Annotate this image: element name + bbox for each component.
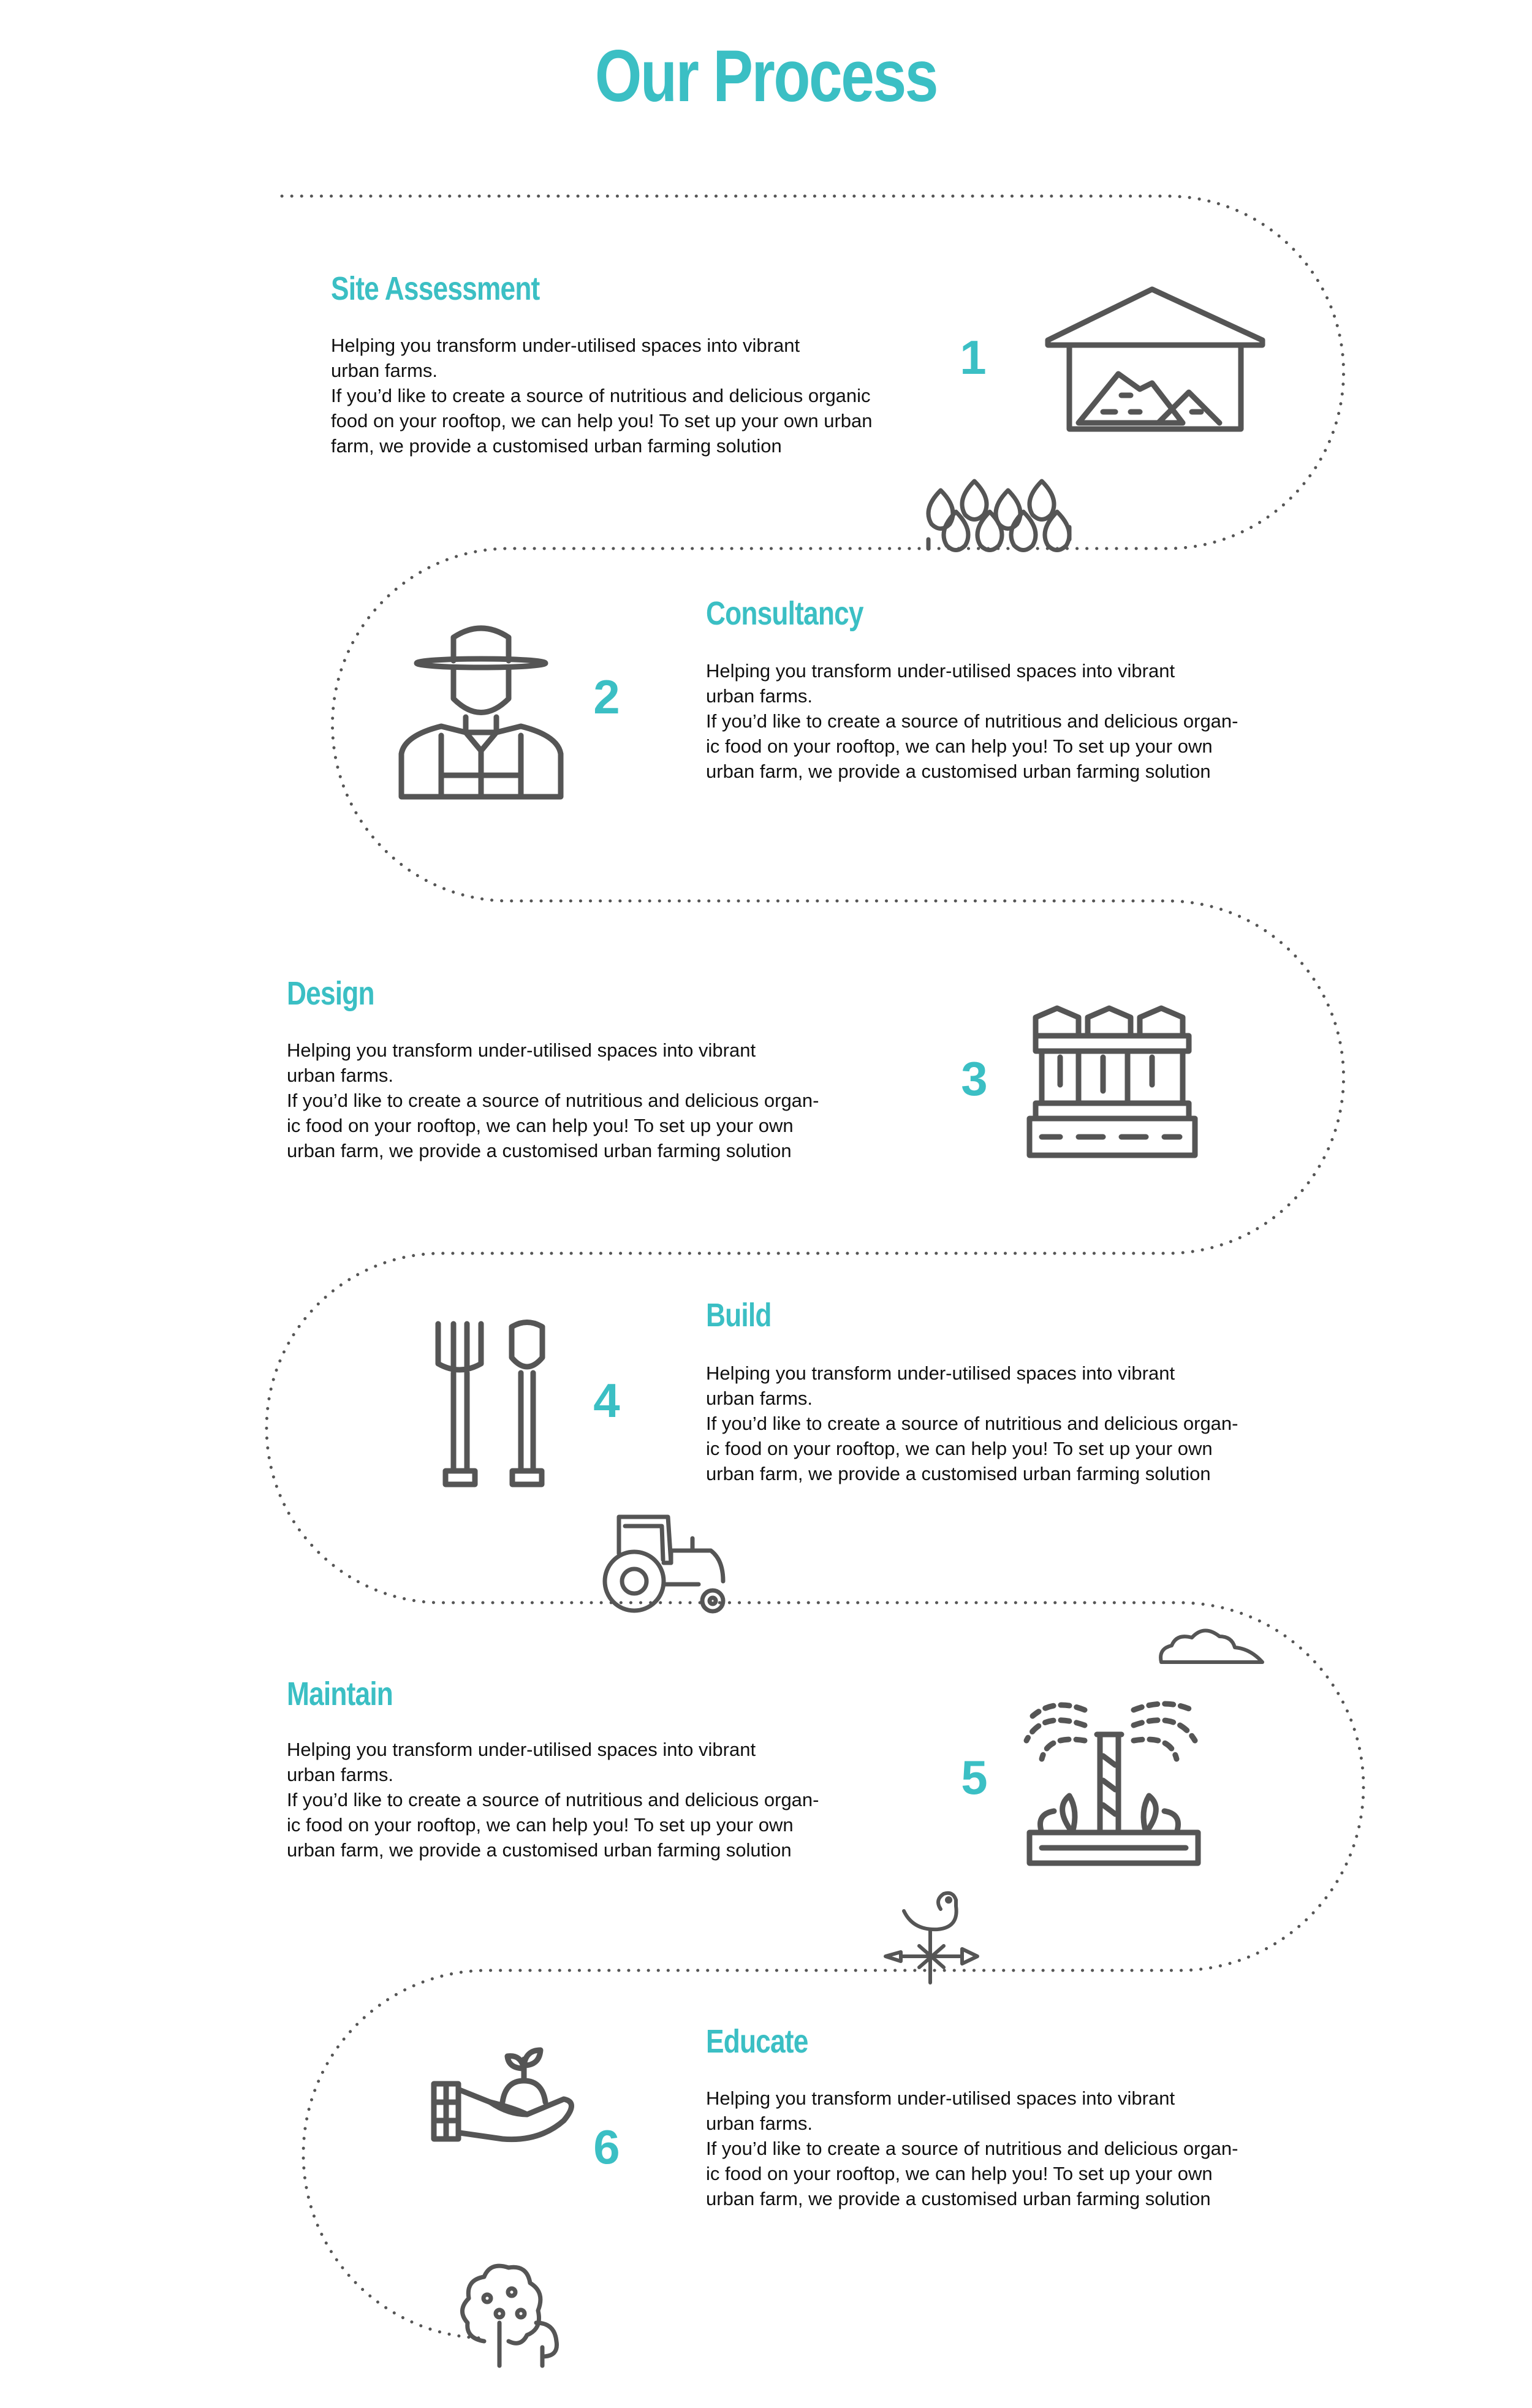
step-1-line: food on your rooftop, we can help you! To set up your own urban — [331, 410, 873, 431]
step-4-line: urban farms. — [706, 1388, 813, 1409]
step-6-text — [706, 2086, 1331, 2211]
step-2-line: ic food on your rooftop, we can help you! To set up your own — [706, 735, 1213, 757]
step-3-line: urban farm, we provide a customised urban farming solution — [287, 1140, 792, 1161]
step-6-line: ic food on your rooftop, we can help you! To set up your own — [706, 2163, 1213, 2184]
greenhouse-icon — [1048, 289, 1262, 429]
step-5-line: urban farms. — [287, 1764, 394, 1785]
step-5-line: Helping you transform under-utilised spaces into vibrant — [287, 1739, 756, 1760]
step-4-line: If you’d like to create a source of nutritious and delicious organ- — [706, 1413, 1238, 1434]
step-3-title: Design — [287, 975, 374, 1012]
step-3-line: Helping you transform under-utilised spaces into vibrant — [287, 1039, 756, 1061]
step-3-text — [287, 1038, 912, 1163]
step-5-number: 5 — [961, 1750, 988, 1804]
step-1-title: Site Assessment — [331, 270, 540, 307]
step-1-text — [331, 333, 944, 458]
step-2-line: Helping you transform under-utilised spaces into vibrant — [706, 660, 1175, 682]
step-4-line: Helping you transform under-utilised spaces into vibrant — [706, 1362, 1175, 1384]
step-1-line: If you’d like to create a source of nutritious and delicious organic — [331, 385, 871, 406]
step-2-text — [706, 658, 1331, 784]
step-5-line: If you’d like to create a source of nutritious and delicious organ- — [287, 1789, 819, 1810]
step-6-number: 6 — [593, 2120, 620, 2174]
hand-sprout-icon — [434, 2050, 572, 2140]
step-2-number: 2 — [593, 670, 620, 724]
tree-icon — [462, 2266, 556, 2366]
step-2-line: If you’d like to create a source of nutritious and delicious organ- — [706, 710, 1238, 732]
step-1-line: urban farms. — [331, 360, 438, 381]
step-6-line: Helping you transform under-utilised spaces into vibrant — [706, 2087, 1175, 2109]
step-3-line: ic food on your rooftop, we can help you! To set up your own — [287, 1115, 794, 1136]
dotted-path — [267, 196, 1363, 2338]
step-2-line: urban farms. — [706, 685, 813, 707]
pitchfork-shovel-icon — [438, 1323, 542, 1485]
step-5-title: Maintain — [287, 1676, 393, 1712]
farmer-icon — [401, 628, 561, 797]
step-4-text — [706, 1361, 1331, 1486]
step-2-line: urban farm, we provide a customised urban farming solution — [706, 761, 1211, 782]
crops-icon — [928, 481, 1069, 550]
step-3-line: If you’d like to create a source of nutritious and delicious organ- — [287, 1090, 819, 1111]
step-6-title: Educate — [706, 2023, 808, 2060]
step-6-line: urban farms. — [706, 2113, 813, 2134]
step-4-line: urban farm, we provide a customised urban farming solution — [706, 1463, 1211, 1484]
cloud-icon — [1161, 1630, 1262, 1662]
step-4-title: Build — [706, 1297, 772, 1334]
fence-icon — [1030, 1008, 1195, 1155]
page-title: Our Process — [594, 35, 938, 117]
step-5-text — [287, 1737, 912, 1863]
step-2-title: Consultancy — [706, 595, 863, 632]
step-1-number: 1 — [960, 330, 987, 384]
step-5-line: ic food on your rooftop, we can help you! To set up your own — [287, 1814, 794, 1836]
step-1-line: farm, we provide a customised urban farming solution — [331, 435, 782, 457]
step-1-line: Helping you transform under-utilised spaces into vibrant — [331, 335, 800, 356]
step-6-line: urban farm, we provide a customised urban farming solution — [706, 2188, 1211, 2209]
step-3-number: 3 — [961, 1052, 988, 1106]
step-6-line: If you’d like to create a source of nutritious and delicious organ- — [706, 2138, 1238, 2159]
sprinkler-icon — [1026, 1704, 1198, 1863]
step-5-line: urban farm, we provide a customised urban farming solution — [287, 1839, 792, 1861]
tractor-icon — [605, 1517, 723, 1611]
step-4-number: 4 — [593, 1373, 620, 1427]
step-4-line: ic food on your rooftop, we can help you! To set up your own — [706, 1438, 1213, 1459]
step-3-line: urban farms. — [287, 1065, 394, 1086]
